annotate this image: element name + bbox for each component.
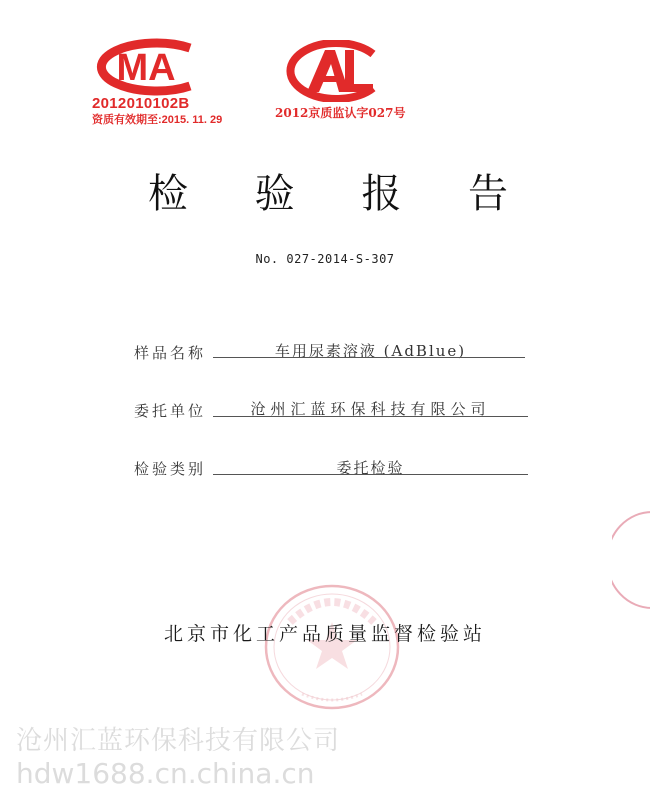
cma-certificate-code: 2012010102B	[92, 95, 190, 112]
watermark-url: hdw1688.cn.china.cn	[16, 757, 315, 790]
cal-logo-icon	[285, 40, 385, 102]
inspection-type-label: 检验类别	[134, 460, 207, 478]
official-seal-icon	[262, 582, 402, 712]
cma-logo-icon	[88, 38, 208, 96]
inspection-type-underline	[213, 474, 528, 475]
inspection-type-value: 委托检验	[336, 459, 405, 477]
client-value: 沧州汇蓝环保科技有限公司	[250, 400, 491, 418]
title-char: 验	[254, 171, 295, 217]
title-char: 检	[148, 171, 188, 217]
sample-name-value: 车用尿素溶液 (AdBlue)	[274, 342, 467, 360]
client-underline	[213, 416, 528, 417]
svg-text:MA: MA	[116, 47, 176, 89]
cal-certificate-code: 2012京质监认字027号	[275, 106, 406, 120]
partial-seal-icon	[612, 510, 650, 610]
sample-name-label: 样品名称	[134, 344, 207, 362]
cma-validity-date: 资质有效期至:2015. 11. 29	[92, 114, 223, 126]
report-number: No. 027-2014-S-307	[255, 252, 395, 266]
title-char: 报	[361, 171, 402, 217]
issuing-organization: 北京市化工产品质量监督检验站	[163, 623, 486, 645]
watermark-company: 沧州汇蓝环保科技有限公司	[16, 726, 341, 756]
client-label: 委托单位	[134, 402, 207, 420]
sample-name-underline	[213, 357, 525, 358]
page-title	[148, 162, 508, 219]
title-char: 告	[467, 171, 508, 217]
